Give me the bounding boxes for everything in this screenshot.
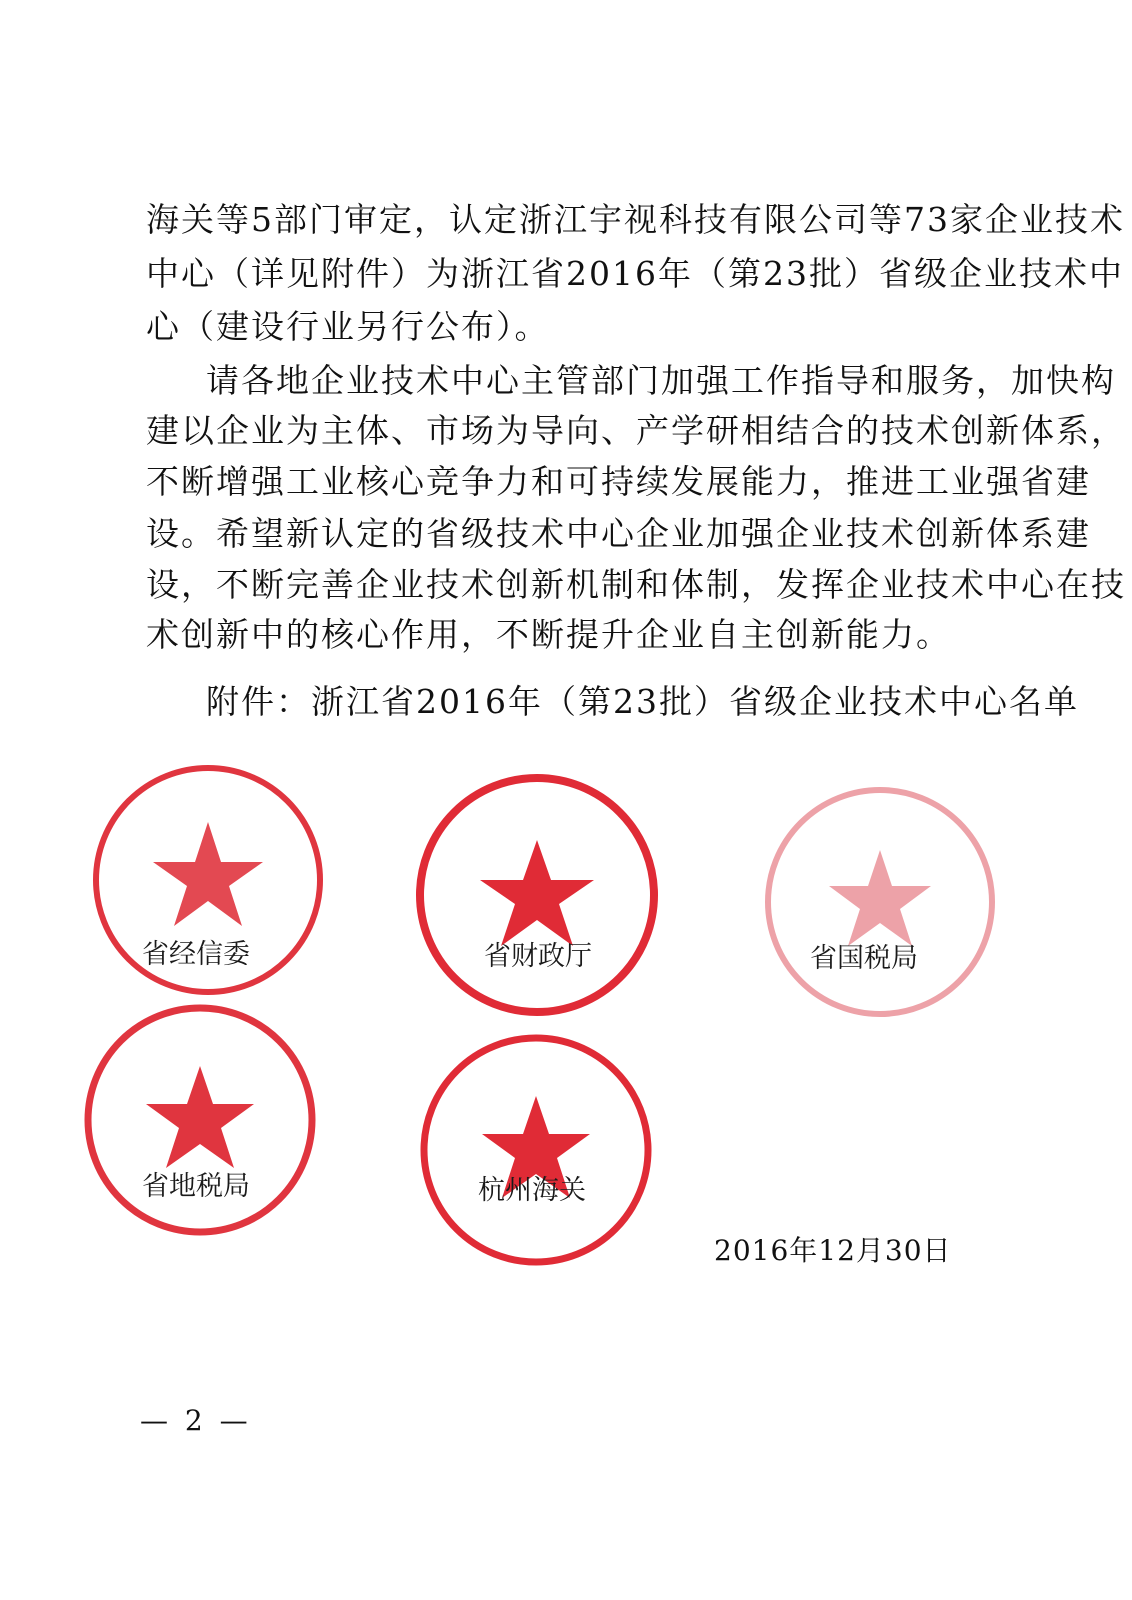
seal-label-5: 杭州海关 [478, 1175, 586, 1206]
seal-label-4: 省地税局 [142, 1171, 250, 1202]
body-line-6: 不断增强工业核心竞争力和可持续发展能力，推进工业强省建 [146, 462, 1091, 501]
body-line-7: 设。希望新认定的省级技术中心企业加强企业技术创新体系建 [146, 514, 1091, 553]
seal-hangzhou-customs [416, 1030, 656, 1270]
document-date: 2016年12月30日 [714, 1234, 952, 1267]
body-line-4: 请各地企业技术中心主管部门加强工作指导和服务，加快构 [206, 361, 1116, 400]
seal-provincial-local-tax-bureau [80, 1000, 320, 1240]
page-number: — 2 — [140, 1404, 252, 1437]
body-line-1: 海关等5部门审定，认定浙江宇视科技有限公司等73家企业技术 [146, 200, 1125, 239]
body-line-2: 中心（详见附件）为浙江省2016年（第23批）省级企业技术中 [146, 254, 1124, 293]
body-line-5: 建以企业为主体、市场为导向、产学研相结合的技术创新体系， [146, 411, 1126, 450]
body-line-8: 设，不断完善企业技术创新机制和体制，发挥企业技术中心在技 [146, 565, 1126, 604]
seal-label-1: 省经信委 [142, 939, 250, 970]
seal-provincial-national-tax-bureau [760, 782, 1000, 1022]
body-line-3: 心（建设行业另行公布）。 [146, 307, 550, 346]
seal-provincial-finance-department [412, 770, 662, 1020]
attachment-line: 附件：浙江省2016年（第23批）省级企业技术中心名单 [206, 682, 1079, 721]
seal-label-2: 省财政厅 [484, 941, 592, 972]
seal-label-3: 省国税局 [810, 943, 918, 974]
body-line-9: 术创新中的核心作用，不断提升企业自主创新能力。 [146, 615, 951, 654]
